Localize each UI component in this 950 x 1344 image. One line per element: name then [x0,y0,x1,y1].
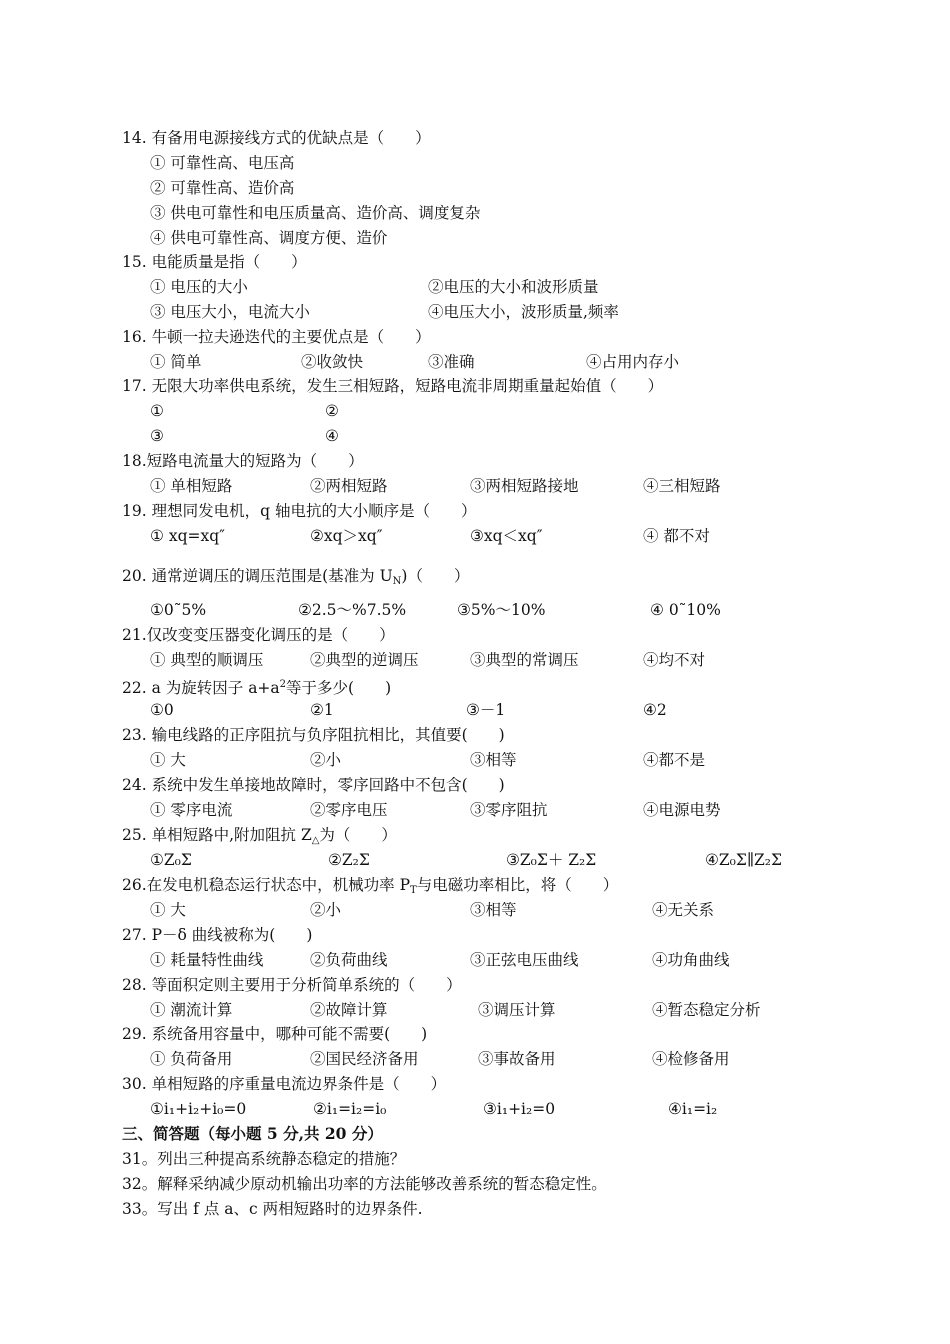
answer-option: ③正弦电压曲线 [470,951,579,969]
answer-option: ②i₁=i₂=i₀ [313,1100,387,1118]
answer-option: ④无关系 [652,901,715,919]
question-text: 牛顿一拉夫逊迭代的主要优点是（ ） [151,328,431,346]
subscript: T [410,885,417,896]
question-stem [122,1024,427,1044]
question-text: 在发电机稳态运行状态中，机械功率 P [146,876,411,894]
question-number: 23. [122,726,147,744]
answer-option: ① 负荷备用 [150,1050,233,1068]
question-text: P－δ 曲线被称为( ) [151,926,313,944]
answer-option: ①Z₀Σ [150,851,192,869]
answer-option: ④电源电势 [643,801,721,819]
question-text: 有备用电源接线方式的优缺点是（ ） [151,129,431,147]
question-stem [122,566,469,592]
answer-option: ③5%～10% [457,601,546,619]
answer-option: ③事故备用 [478,1050,556,1068]
answer-option: ④ 供电可靠性高、调度方便、造价 [150,229,388,247]
question-text: 等面积定则主要用于分析简单系统的（ ） [151,976,462,994]
question-number: 14. [122,129,147,147]
question-text-end: 与电磁功率相比，将（ ） [416,876,619,894]
answer-option: ①i₁+i₂+i₀=0 [150,1100,247,1118]
answer-option: ④占用内存小 [586,353,680,371]
question-text: 短路电流量大的短路为（ ） [146,452,364,470]
answer-option: ②零序电压 [310,801,388,819]
answer-option: ②国民经济备用 [310,1050,419,1068]
answer-option: ④均不对 [643,651,706,669]
answer-option: ① 简单 [150,353,202,371]
question-stem [122,825,397,851]
answer-option: ②电压的大小和波形质量 [428,278,599,296]
answer-option: ④ 0˜10% [650,601,721,619]
question-stem [122,925,312,945]
answer-option: ②xq＞xq″ [310,527,383,545]
question-text: 通常逆调压的调压范围是(基准为 U [151,567,393,585]
short-answer-question: 32。解释采纳减少原动机输出功率的方法能够改善系统的暂态稳定性。 [122,1175,607,1193]
answer-option: ④检修备用 [652,1050,730,1068]
answer-option: ②故障计算 [310,1001,388,1019]
question-stem [122,376,663,396]
answer-option: ③ 电压大小，电流大小 [150,303,310,321]
answer-option: ③ 供电可靠性和电压质量高、造价高、调度复杂 [150,204,481,222]
question-number: 24. [122,776,147,794]
question-stem [122,252,307,272]
question-text: 系统中发生单接地故障时，零序回路中不包含( ) [151,776,505,794]
question-text-end: )（ ） [401,567,470,585]
question-text-end: 等于多少( ) [286,679,392,697]
answer-option: ②两相短路 [310,477,388,495]
answer-option: ① 电压的大小 [150,278,248,296]
question-text: 系统备用容量中，哪种可能不需要( ) [151,1025,428,1043]
subscript: N [392,576,402,587]
question-stem [122,625,395,645]
question-number: 18. [122,452,147,470]
answer-option: ①0˜5% [150,601,207,619]
answer-option: ②负荷曲线 [310,951,388,969]
answer-option: ③两相短路接地 [470,477,579,495]
answer-option: ① xq=xq″ [150,527,225,545]
question-stem [122,775,505,795]
question-number: 17. [122,377,147,395]
answer-option: ④暂态稳定分析 [652,1001,761,1019]
question-stem [122,675,391,698]
answer-option: ① 典型的顺调压 [150,651,264,669]
question-stem [122,725,505,745]
answer-option: ① 零序电流 [150,801,233,819]
answer-option: ④ [325,427,339,445]
question-text: 输电线路的正序阻抗与负序阻抗相比，其值要( ) [151,726,505,744]
answer-option: ②2.5～%7.5% [298,601,407,619]
question-text: 无限大功率供电系统，发生三相短路，短路电流非周期重量起始值（ ） [151,377,664,395]
answer-option: ②Z₂Σ [328,851,370,869]
answer-option: ① 可靠性高、电压高 [150,154,295,172]
question-text-end: 为（ ） [319,826,397,844]
subscript: △ [311,835,320,846]
answer-option: ③零序阻抗 [470,801,548,819]
short-answer-question: 33。写出 f 点 a、c 两相短路时的边界条件. [122,1200,423,1218]
short-answer-question: 31。列出三种提高系统静态稳定的措施？ [122,1150,406,1168]
answer-option: ③准确 [428,353,475,371]
answer-option: ③i₁+i₂=0 [483,1100,556,1118]
answer-option: ②小 [310,901,342,919]
answer-option: ③ [150,427,164,445]
question-number: 26. [122,876,147,894]
question-number: 19. [122,502,147,520]
question-stem [122,975,462,995]
question-stem [122,1074,446,1094]
answer-option: ① 耗量特性曲线 [150,951,264,969]
section-heading: 三、简答题（每小题 5 分,共 20 分） [122,1124,383,1143]
question-number: 21. [122,626,147,644]
answer-option: ①0 [150,701,174,719]
answer-option: ③xq＜xq″ [470,527,543,545]
question-stem [122,501,476,521]
question-stem [122,327,431,347]
question-number: 25. [122,826,147,844]
answer-option: ④i₁=i₂ [668,1100,718,1118]
answer-option: ④都不是 [643,751,706,769]
answer-option: ③相等 [470,901,517,919]
answer-option: ① [150,402,164,420]
answer-option: ④ 都不对 [643,527,710,545]
answer-option: ① 大 [150,751,186,769]
question-number: 15. [122,253,147,271]
answer-option: ④三相短路 [643,477,721,495]
answer-option: ② [325,402,339,420]
answer-option: ③Z₀Σ＋ Z₂Σ [506,851,597,869]
question-stem [122,451,364,471]
answer-option: ① 大 [150,901,186,919]
question-text: 仅改变变压器变化调压的是（ ） [146,626,395,644]
question-number: 27. [122,926,147,944]
answer-option: ③相等 [470,751,517,769]
question-number: 22. [122,679,147,697]
answer-option: ③典型的常调压 [470,651,579,669]
question-number: 30. [122,1075,147,1093]
superscript: 2 [279,679,287,690]
answer-option: ②1 [310,701,334,719]
answer-option: ④Z₀Σ∥Z₂Σ [705,851,782,869]
answer-option: ②小 [310,751,342,769]
answer-option: ②典型的逆调压 [310,651,419,669]
answer-option: ④功角曲线 [652,951,730,969]
question-text: 单相短路的序重量电流边界条件是（ ） [151,1075,447,1093]
question-text: a 为旋转因子 a+a [151,679,280,697]
answer-option: ① 单相短路 [150,477,233,495]
answer-option: ④2 [643,701,667,719]
answer-option: ③调压计算 [478,1001,556,1019]
question-stem [122,128,431,148]
question-text: 理想同发电机，q 轴电抗的大小顺序是（ ） [151,502,477,520]
answer-option: ②收敛快 [301,353,364,371]
question-text: 电能质量是指（ ） [151,253,307,271]
question-number: 16. [122,328,147,346]
question-number: 20. [122,567,147,585]
question-number: 29. [122,1025,147,1043]
question-text: 单相短路中,附加阻抗 Z [151,826,312,844]
question-stem [122,875,618,901]
answer-option: ④电压大小，波形质量,频率 [428,303,619,321]
answer-option: ② 可靠性高、造价高 [150,179,295,197]
answer-option: ① 潮流计算 [150,1001,233,1019]
answer-option: ③－1 [466,701,506,719]
question-number: 28. [122,976,147,994]
